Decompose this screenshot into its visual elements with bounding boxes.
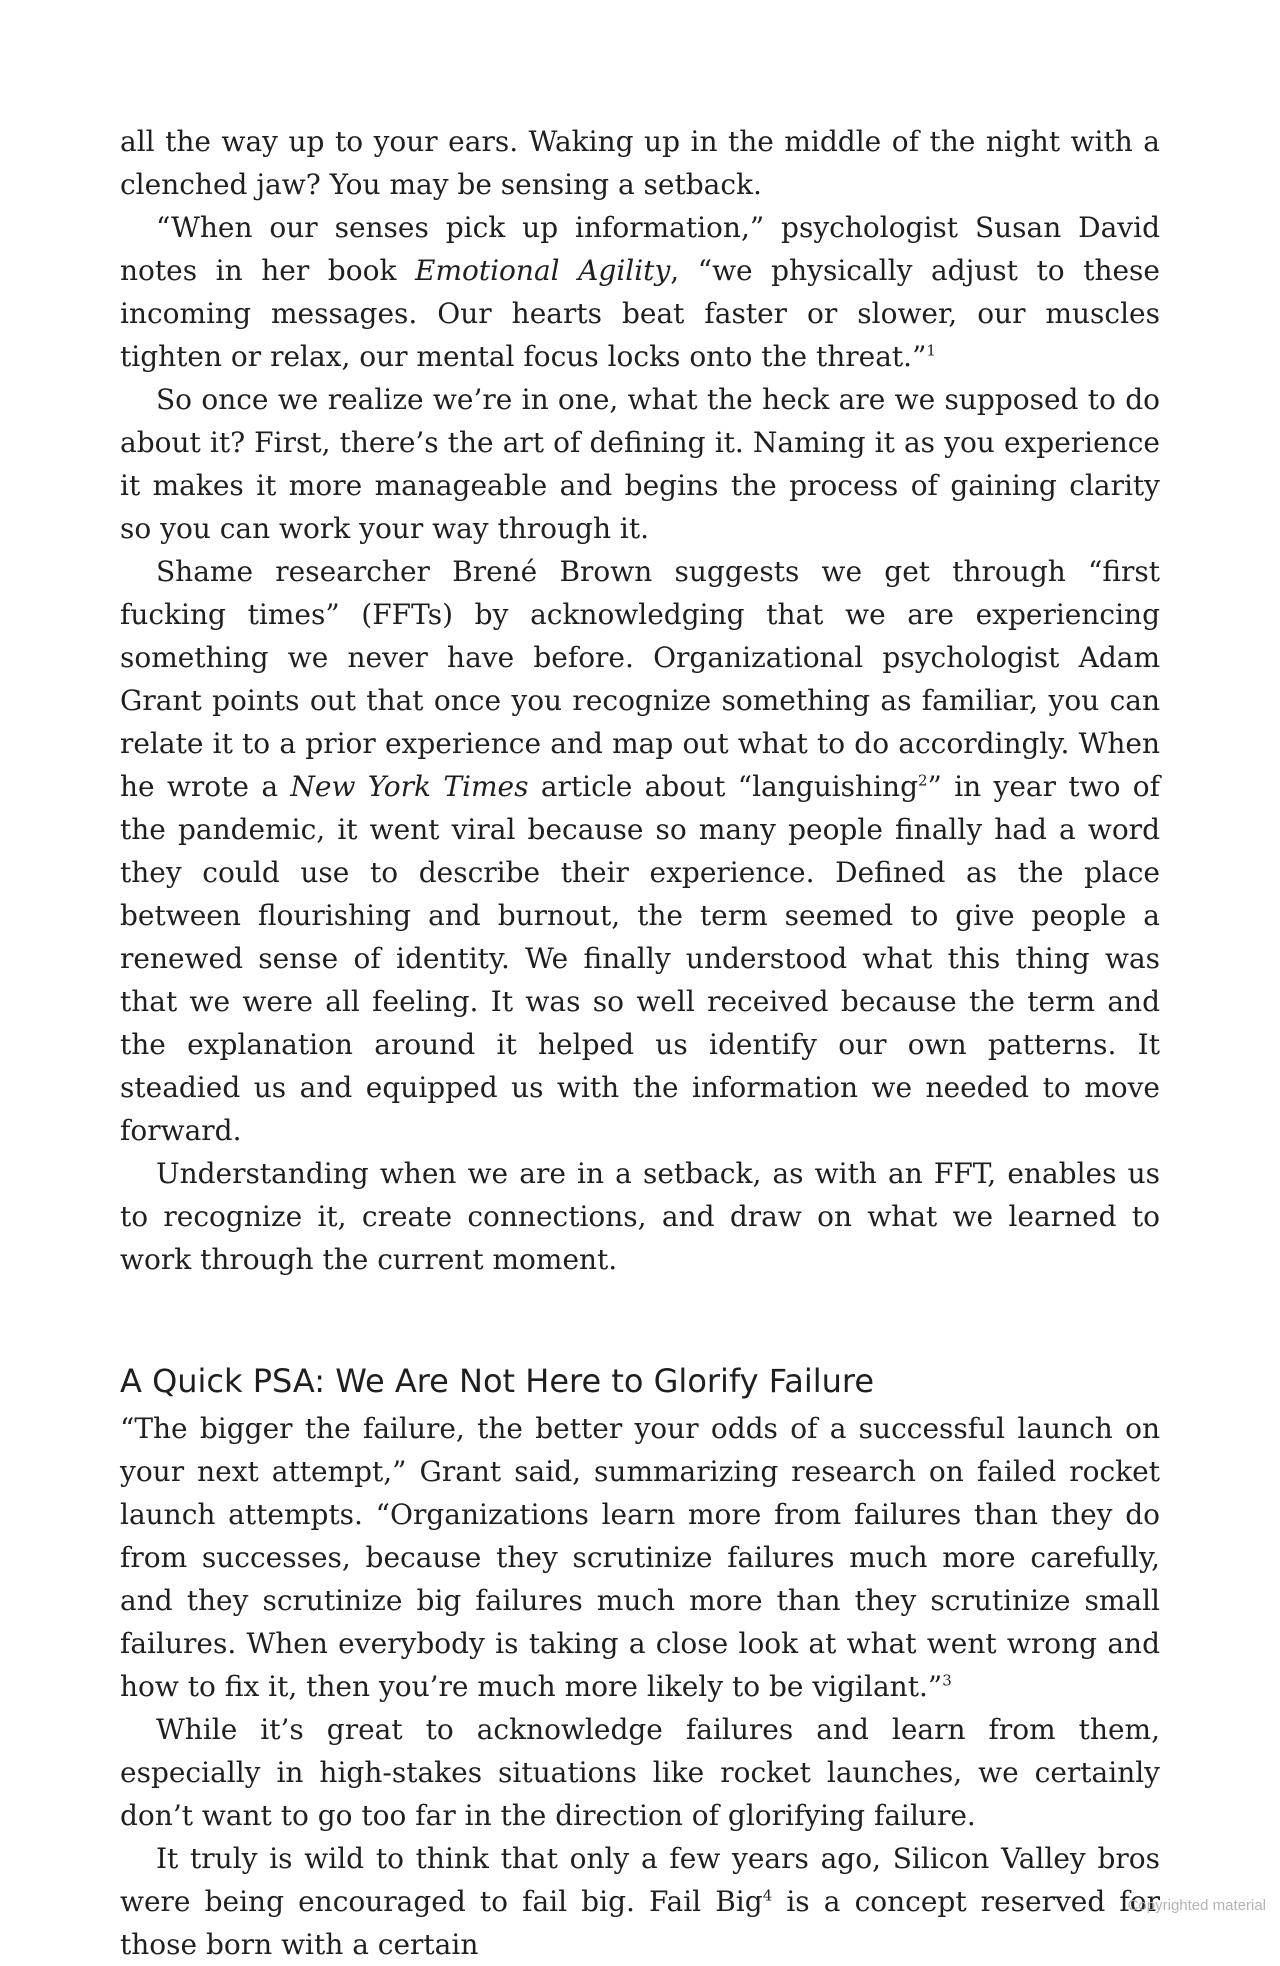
footnote-ref-1: 1 [926, 341, 936, 360]
copyright-watermark: Copyrighted material [1127, 1897, 1266, 1914]
text-column [120, 120, 1160, 1966]
footnote-ref-4: 4 [762, 1886, 773, 1905]
paragraph-1-text: all the way up to your ears. Waking up in the middle of the night with a clenched jaw? You may be sensing a setback. [120, 125, 1160, 201]
book-title-emotional-agility: Emotional Agility [415, 254, 671, 287]
paragraph-4 [120, 550, 1160, 1152]
paragraph-8 [120, 1837, 1160, 1966]
paragraph-5 [120, 1152, 1160, 1281]
paragraph-7-text: While it’s great to acknowledge failures and learn from them, especially in high-stakes situations like rocket launches, we certainly don’t want to go too far in the direction of glorifying failure. [120, 1713, 1160, 1832]
paragraph-3 [120, 378, 1160, 550]
paragraph-4-text-b: article about “languishing [528, 770, 918, 803]
paragraph-2-text-b: , “we physically adjust to these incoming messages. Our hearts beat faster or slower, our muscles tighten or relax, our mental focus locks onto the threat.” [120, 254, 1160, 373]
paragraph-1 [120, 120, 1160, 206]
footnote-ref-2: 2 [918, 771, 928, 790]
publication-title-nyt: New York Times [290, 770, 529, 803]
paragraph-8-text-b: is a concept reserved for those born with a certain [120, 1885, 1160, 1961]
paragraph-6 [120, 1407, 1160, 1708]
paragraph-7 [120, 1708, 1160, 1837]
section-heading: A Quick PSA: We Are Not Here to Glorify Failure [120, 1362, 875, 1400]
paragraph-5-text: Understanding when we are in a setback, as with an FFT, enables us to recognize it, create connections, and draw on what we learned to work through the current moment. [120, 1157, 1160, 1276]
paragraph-8-text-a: It truly is wild to think that only a few years ago, Silicon Valley bros were being encouraged to fail big. Fail Big [120, 1842, 1160, 1918]
paragraph-2 [120, 206, 1160, 378]
paragraph-3-text: So once we realize we’re in one, what the heck are we supposed to do about it? First, there’s the art of defining it. Naming it as you experience it makes it more manageable and begins the process of gaining clarity so you can work your way through it. [120, 383, 1160, 545]
paragraph-2-text-a: “When our senses pick up information,” psychologist Susan David notes in her book [120, 211, 1160, 287]
paragraph-4-text-a: Shame researcher Brené Brown suggests we get through “first fucking times” (FFTs) by acknowledging that we are experiencing something we never have before. Organizational psychologist Adam Grant points out that once you recognize something as familiar, you can relate it to a prior experience and map out what to do accordingly. When he wrote a [120, 555, 1160, 803]
footnote-ref-3: 3 [942, 1671, 952, 1690]
paragraph-4-text-c: ” in year two of the pandemic, it went viral because so many people finally had a word they could use to describe their experience. Defined as the place between flourishing and burnout, the term seemed to give people a renewed sense of identity. We finally understood what this thing was that we were all feeling. It was so well received because the term and the explanation around it helped us identify our own patterns. It steadied us and equipped us with the information we needed to move forward. [120, 770, 1160, 1147]
paragraph-6-text: “The bigger the failure, the better your odds of a successful launch on your next attempt,” Grant said, summarizing research on failed rocket launch attempts. “Organizations learn more from failures than they do from successes, because they scrutinize failures much more carefully, and they scrutinize big failures much more than they scrutinize small failures. When everybody is taking a close look at what went wrong and how to fix it, then you’re much more likely to be vigilant.” [120, 1412, 1160, 1703]
